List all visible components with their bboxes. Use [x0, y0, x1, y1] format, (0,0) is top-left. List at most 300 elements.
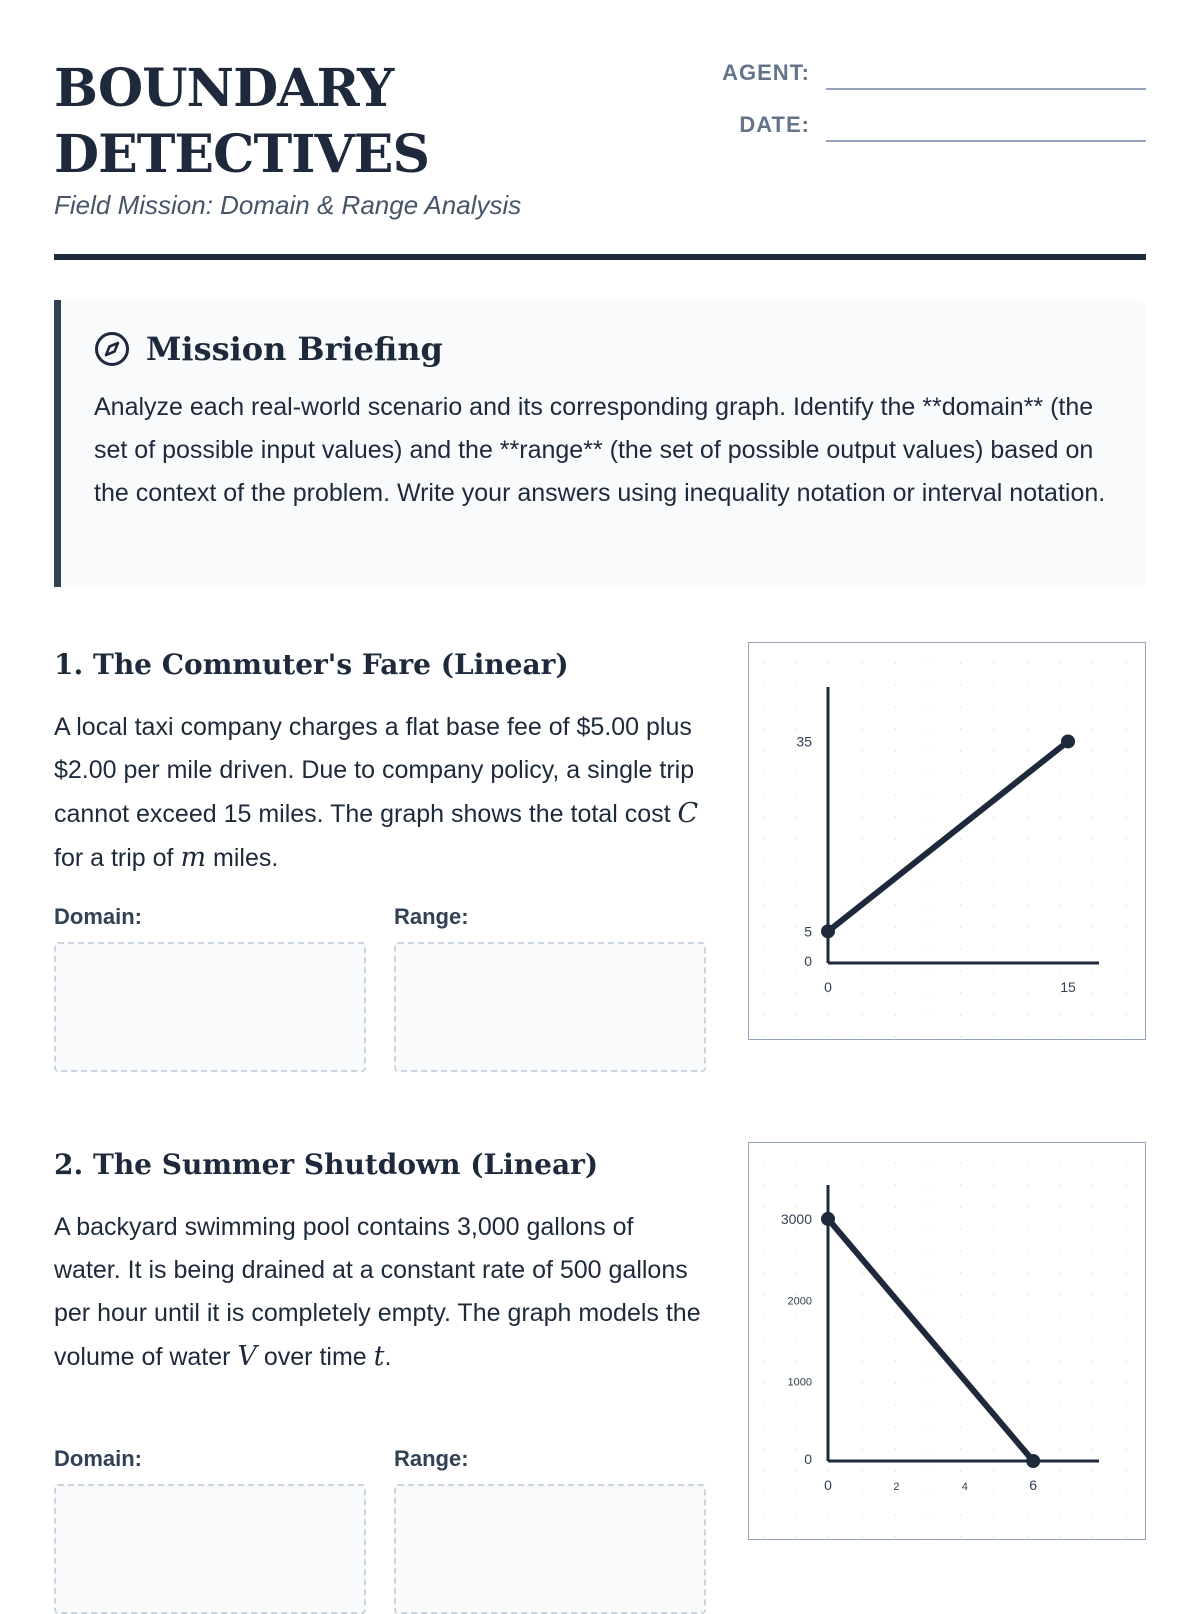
grid-dot [927, 728, 929, 730]
summer-shutdown-graph [749, 1143, 1147, 1541]
grid-dot [795, 706, 797, 708]
grid-dot [828, 1514, 830, 1516]
grid-dot [795, 1228, 797, 1230]
grid-dot [1092, 1316, 1094, 1318]
grid-dot [1059, 1294, 1061, 1296]
grid-dot [828, 1470, 830, 1472]
grid-dot [927, 926, 929, 928]
grid-dot [1059, 706, 1061, 708]
grid-dot [960, 1272, 962, 1274]
problem-title: 1. The Commuter's Fare (Linear) [54, 648, 569, 681]
grid-dot [1059, 1536, 1061, 1538]
grid-dot [762, 1338, 764, 1340]
y-tick-label: 35 [796, 733, 812, 750]
grid-dot [1059, 662, 1061, 664]
grid-dot [927, 1426, 929, 1428]
briefing-header [94, 330, 443, 368]
grid-dot [762, 1250, 764, 1252]
grid-dot [1092, 1228, 1094, 1230]
grid-dot [1125, 1514, 1127, 1516]
grid-dot [1125, 772, 1127, 774]
grid-dot [795, 1206, 797, 1208]
grid-dot [1092, 728, 1094, 730]
grid-dot [894, 662, 896, 664]
grid-dot [1125, 750, 1127, 752]
grid-dot [894, 1448, 896, 1450]
grid-dot [795, 1514, 797, 1516]
grid-dot [861, 948, 863, 950]
grid-dot [762, 662, 764, 664]
grid-dot [894, 1184, 896, 1186]
grid-dot [960, 1036, 962, 1038]
header-divider [54, 254, 1146, 260]
grid-dot [861, 1162, 863, 1164]
grid-dot [762, 1470, 764, 1472]
grid-dot [762, 992, 764, 994]
grid-dot [795, 904, 797, 906]
grid-dot [1092, 1036, 1094, 1038]
grid-dot [828, 1036, 830, 1038]
grid-dot [1125, 684, 1127, 686]
grid-dot [1059, 1036, 1061, 1038]
grid-dot [1026, 970, 1028, 972]
grid-dot [795, 1184, 797, 1186]
grid-dot [1026, 1228, 1028, 1230]
grid-dot [861, 750, 863, 752]
grid-dot [1125, 1426, 1127, 1428]
grid-dot [894, 1272, 896, 1274]
grid-dot [1125, 706, 1127, 708]
grid-dot [828, 1014, 830, 1016]
grid-dot [1059, 1492, 1061, 1494]
grid-dot [828, 684, 830, 686]
grid-dot [1059, 1338, 1061, 1340]
grid-dot [960, 1294, 962, 1296]
grid-dot [1026, 794, 1028, 796]
grid-dot [927, 1228, 929, 1230]
grid-dot [762, 1162, 764, 1164]
grid-dot [1092, 1250, 1094, 1252]
grid-dot [1125, 838, 1127, 840]
grid-dot [861, 1316, 863, 1318]
grid-dot [894, 728, 896, 730]
grid-dot [1125, 1492, 1127, 1494]
grid-dot [861, 1492, 863, 1494]
grid-dot [795, 1014, 797, 1016]
grid-dot [960, 1404, 962, 1406]
grid-dot [960, 1316, 962, 1318]
grid-dot [795, 794, 797, 796]
grid-dot [861, 992, 863, 994]
domain-answer-box[interactable] [54, 1484, 366, 1614]
grid-dot [960, 706, 962, 708]
grid-dot [762, 1404, 764, 1406]
grid-dot [993, 1426, 995, 1428]
grid-dot [1092, 926, 1094, 928]
grid-dot [927, 1294, 929, 1296]
grid-dot [894, 926, 896, 928]
grid-dot [1059, 1360, 1061, 1362]
grid-dot [960, 1338, 962, 1340]
grid-dot [861, 1228, 863, 1230]
grid-dot [960, 882, 962, 884]
grid-dot [861, 860, 863, 862]
page-title [54, 56, 694, 188]
grid-dot [861, 1250, 863, 1252]
grid-dot [861, 926, 863, 928]
problem-title: 2. The Summer Shutdown (Linear) [54, 1148, 599, 1181]
grid-dot [1026, 1536, 1028, 1538]
grid-dot [861, 1360, 863, 1362]
grid-dot [993, 816, 995, 818]
grid-dot [1059, 816, 1061, 818]
grid-dot [993, 1250, 995, 1252]
grid-dot [795, 1492, 797, 1494]
grid-dot [927, 1404, 929, 1406]
grid-dot [795, 882, 797, 884]
grid-dot [795, 1470, 797, 1472]
grid-dot [762, 816, 764, 818]
grid-dot [1092, 948, 1094, 950]
grid-dot [1092, 1338, 1094, 1340]
grid-dot [927, 860, 929, 862]
grid-dot [762, 1426, 764, 1428]
grid-dot [927, 772, 929, 774]
grid-dot [1092, 706, 1094, 708]
grid-dot [762, 706, 764, 708]
title-line-2: DETECTIVES [54, 124, 429, 185]
grid-dot [1092, 684, 1094, 686]
briefing-text: Analyze each real-world scenario and its corresponding graph. Identify the **domain** (the set of possible input values) and the **range** (the set of possible output values) based on the context of the problem. Write your answers using inequality notation or interval notation. [94, 393, 1106, 507]
y-tick-label: 0 [804, 953, 812, 969]
grid-dot [762, 926, 764, 928]
grid-dot [1026, 816, 1028, 818]
grid-dot [993, 1162, 995, 1164]
grid-dot [861, 794, 863, 796]
problem-text-part: for a trip of [54, 844, 181, 872]
grid-dot [1125, 816, 1127, 818]
grid-dot [762, 970, 764, 972]
grid-dot [1092, 662, 1094, 664]
grid-dot [1059, 1228, 1061, 1230]
grid-dot [894, 1316, 896, 1318]
grid-dot [1092, 1514, 1094, 1516]
grid-dot [1125, 1250, 1127, 1252]
grid-dot [960, 728, 962, 730]
problem-text [54, 706, 704, 880]
grid-dot [927, 970, 929, 972]
grid-dot [1026, 1272, 1028, 1274]
grid-dot [795, 816, 797, 818]
grid-dot [762, 1228, 764, 1230]
grid-dot [762, 1448, 764, 1450]
grid-dot [960, 1514, 962, 1516]
grid-dot [960, 1228, 962, 1230]
grid-dot [960, 1470, 962, 1472]
grid-dot [762, 1272, 764, 1274]
grid-dot [795, 772, 797, 774]
grid-dot [927, 684, 929, 686]
grid-dot [1059, 772, 1061, 774]
grid-dot [1026, 1426, 1028, 1428]
grid-dot [993, 1404, 995, 1406]
grid-dot [1125, 1162, 1127, 1164]
grid-dot [1125, 1294, 1127, 1296]
grid-dot [1125, 992, 1127, 994]
grid-dot [993, 1316, 995, 1318]
grid-dot [993, 1448, 995, 1450]
grid-dot [861, 1514, 863, 1516]
grid-dot [894, 904, 896, 906]
grid-dot [1125, 1272, 1127, 1274]
problem-text-part: A local taxi company charges a flat base fee of $5.00 plus $2.00 per mile driven. Due to company policy, a single trip cannot exceed 15 miles. The graph shows the total cost [54, 713, 695, 828]
grid-dot [861, 706, 863, 708]
grid-dot [960, 970, 962, 972]
grid-dot [1125, 1404, 1127, 1406]
grid-dot [1092, 1014, 1094, 1016]
grid-dot [795, 750, 797, 752]
variable-v: V [237, 1341, 257, 1372]
grid-dot [795, 1272, 797, 1274]
grid-dot [1059, 1250, 1061, 1252]
grid-dot [762, 838, 764, 840]
grid-dot [1125, 1206, 1127, 1208]
grid-dot [1092, 1206, 1094, 1208]
mission-briefing [54, 300, 1146, 587]
grid-dot [1059, 970, 1061, 972]
grid-dot [993, 1228, 995, 1230]
grid-dot [960, 1426, 962, 1428]
grid-dot [927, 1492, 929, 1494]
grid-dot [960, 772, 962, 774]
grid-dot [795, 1426, 797, 1428]
grid-dot [1059, 794, 1061, 796]
grid-dot [927, 1250, 929, 1252]
grid-dot [1026, 1162, 1028, 1164]
endpoint-dot [1061, 734, 1075, 748]
grid-dot [795, 948, 797, 950]
grid-dot [1125, 728, 1127, 730]
grid-dot [927, 1360, 929, 1362]
grid-dot [993, 1272, 995, 1274]
grid-dot [894, 1206, 896, 1208]
grid-dot [927, 1162, 929, 1164]
grid-dot [1026, 1184, 1028, 1186]
grid-dot [894, 772, 896, 774]
grid-dot [795, 684, 797, 686]
problem-text-part: miles. [206, 844, 279, 872]
grid-dot [927, 816, 929, 818]
grid-dot [861, 838, 863, 840]
grid-dot [927, 1470, 929, 1472]
grid-dot [861, 684, 863, 686]
grid-dot [1125, 882, 1127, 884]
grid-dot [1125, 926, 1127, 928]
grid-dot [762, 772, 764, 774]
graph-frame [748, 642, 1146, 1040]
grid-dot [1026, 1514, 1028, 1516]
range-label: Range: [394, 1446, 469, 1471]
grid-dot [795, 1250, 797, 1252]
grid-dot [1026, 1316, 1028, 1318]
grid-dot [1092, 970, 1094, 972]
grid-dot [960, 860, 962, 862]
grid-dot [1026, 1036, 1028, 1038]
grid-dot [1125, 1014, 1127, 1016]
grid-dot [993, 1036, 995, 1038]
y-tick-label: 2000 [787, 1295, 812, 1308]
grid-dot [1092, 882, 1094, 884]
grid-dot [1059, 1382, 1061, 1384]
grid-dot [861, 1272, 863, 1274]
grid-dot [795, 728, 797, 730]
range-answer-box[interactable] [394, 1484, 706, 1614]
grid-dot [894, 1360, 896, 1362]
grid-dot [1026, 1492, 1028, 1494]
grid-dot [861, 1404, 863, 1406]
grid-dot [1026, 1206, 1028, 1208]
grid-dot [795, 860, 797, 862]
grid-dot [861, 1536, 863, 1538]
grid-dots [762, 1162, 1127, 1538]
grid-dot [1092, 1492, 1094, 1494]
grid-dot [993, 1184, 995, 1186]
grid-dot [861, 772, 863, 774]
grid-dot [1059, 1316, 1061, 1318]
grid-dot [1026, 992, 1028, 994]
grid-dot [894, 970, 896, 972]
grid-dot [927, 838, 929, 840]
grid-dot [1059, 838, 1061, 840]
grid-dot [1125, 860, 1127, 862]
x-tick-label: 2 [893, 1481, 900, 1493]
grid-dot [894, 1382, 896, 1384]
grid-dot [762, 684, 764, 686]
grid-dot [993, 860, 995, 862]
date-field [706, 104, 1146, 144]
grid-dot [927, 948, 929, 950]
grid-dot [1125, 794, 1127, 796]
grid-dot [894, 1536, 896, 1538]
grid-dot [960, 992, 962, 994]
grid-dot [894, 948, 896, 950]
grid-dot [960, 662, 962, 664]
domain-answer-box[interactable] [54, 942, 366, 1072]
grid-dot [795, 992, 797, 994]
grid-dot [762, 1382, 764, 1384]
grid-dot [894, 684, 896, 686]
grid-dot [762, 1014, 764, 1016]
grid-dot [762, 1514, 764, 1516]
compass-icon [94, 331, 130, 367]
grid-dot [993, 838, 995, 840]
grid-dot [927, 706, 929, 708]
grid-dot [762, 1360, 764, 1362]
grid-dot [1125, 662, 1127, 664]
grid-dot [927, 1536, 929, 1538]
endpoint-dot [1026, 1454, 1040, 1468]
grid-dot [993, 882, 995, 884]
grid-dot [1026, 1338, 1028, 1340]
commuter-fare-graph [749, 643, 1147, 1041]
grid-dot [960, 1206, 962, 1208]
grid-dot [1026, 1250, 1028, 1252]
grid-dot [960, 838, 962, 840]
grid-dot [894, 1162, 896, 1164]
grid-dot [1059, 684, 1061, 686]
grid-dot [960, 1184, 962, 1186]
grid-dot [1125, 948, 1127, 950]
grid-dot [1059, 882, 1061, 884]
grid-dot [861, 1206, 863, 1208]
grid-dot [1059, 1404, 1061, 1406]
date-line[interactable] [826, 140, 1146, 142]
grid-dot [1026, 860, 1028, 862]
grid-dot [927, 1514, 929, 1516]
grid-dot [993, 794, 995, 796]
grid-dot [762, 948, 764, 950]
grid-dot [1026, 926, 1028, 928]
data-line [828, 741, 1068, 931]
grid-dot [1059, 1184, 1061, 1186]
grid-dot [960, 816, 962, 818]
grid-dot [927, 1382, 929, 1384]
domain-label: Domain: [54, 1446, 142, 1471]
grid-dot [795, 1162, 797, 1164]
grid-dot [960, 794, 962, 796]
grid-dot [1092, 750, 1094, 752]
grid-dot [1026, 750, 1028, 752]
grid-dot [993, 1206, 995, 1208]
grid-dot [1059, 1448, 1061, 1450]
grid-dot [1092, 992, 1094, 994]
endpoint-dot [821, 1212, 835, 1226]
agent-label: AGENT: [722, 60, 810, 85]
problem-text-part: over time [256, 1343, 374, 1371]
range-label: Range: [394, 904, 469, 929]
grid-dot [993, 684, 995, 686]
grid-dot [1125, 970, 1127, 972]
variable-m: m [180, 842, 207, 873]
grid-dot [993, 1382, 995, 1384]
grid-dot [993, 1470, 995, 1472]
range-answer-box[interactable] [394, 942, 706, 1072]
grid-dot [795, 662, 797, 664]
grid-dot [1026, 1404, 1028, 1406]
title-line-1: BOUNDARY [54, 58, 394, 119]
grid-dot [993, 1014, 995, 1016]
grid-dot [1059, 1272, 1061, 1274]
grid-dot [1092, 1382, 1094, 1384]
grid-dot [993, 662, 995, 664]
grid-dot [1026, 882, 1028, 884]
agent-line[interactable] [826, 88, 1146, 90]
grid-dot [762, 860, 764, 862]
grid-dot [894, 1338, 896, 1340]
grid-dot [1026, 662, 1028, 664]
grid-dot [1059, 728, 1061, 730]
grid-dot [762, 750, 764, 752]
grid-dot [795, 970, 797, 972]
grid-dot [894, 1426, 896, 1428]
x-tick-label: 0 [824, 1477, 832, 1493]
grid-dot [1026, 1470, 1028, 1472]
problem-text [54, 1206, 704, 1379]
x-tick-label: 0 [824, 979, 832, 995]
grid-dot [1092, 838, 1094, 840]
worksheet-page [54, 0, 1146, 1600]
grid-dot [1092, 860, 1094, 862]
